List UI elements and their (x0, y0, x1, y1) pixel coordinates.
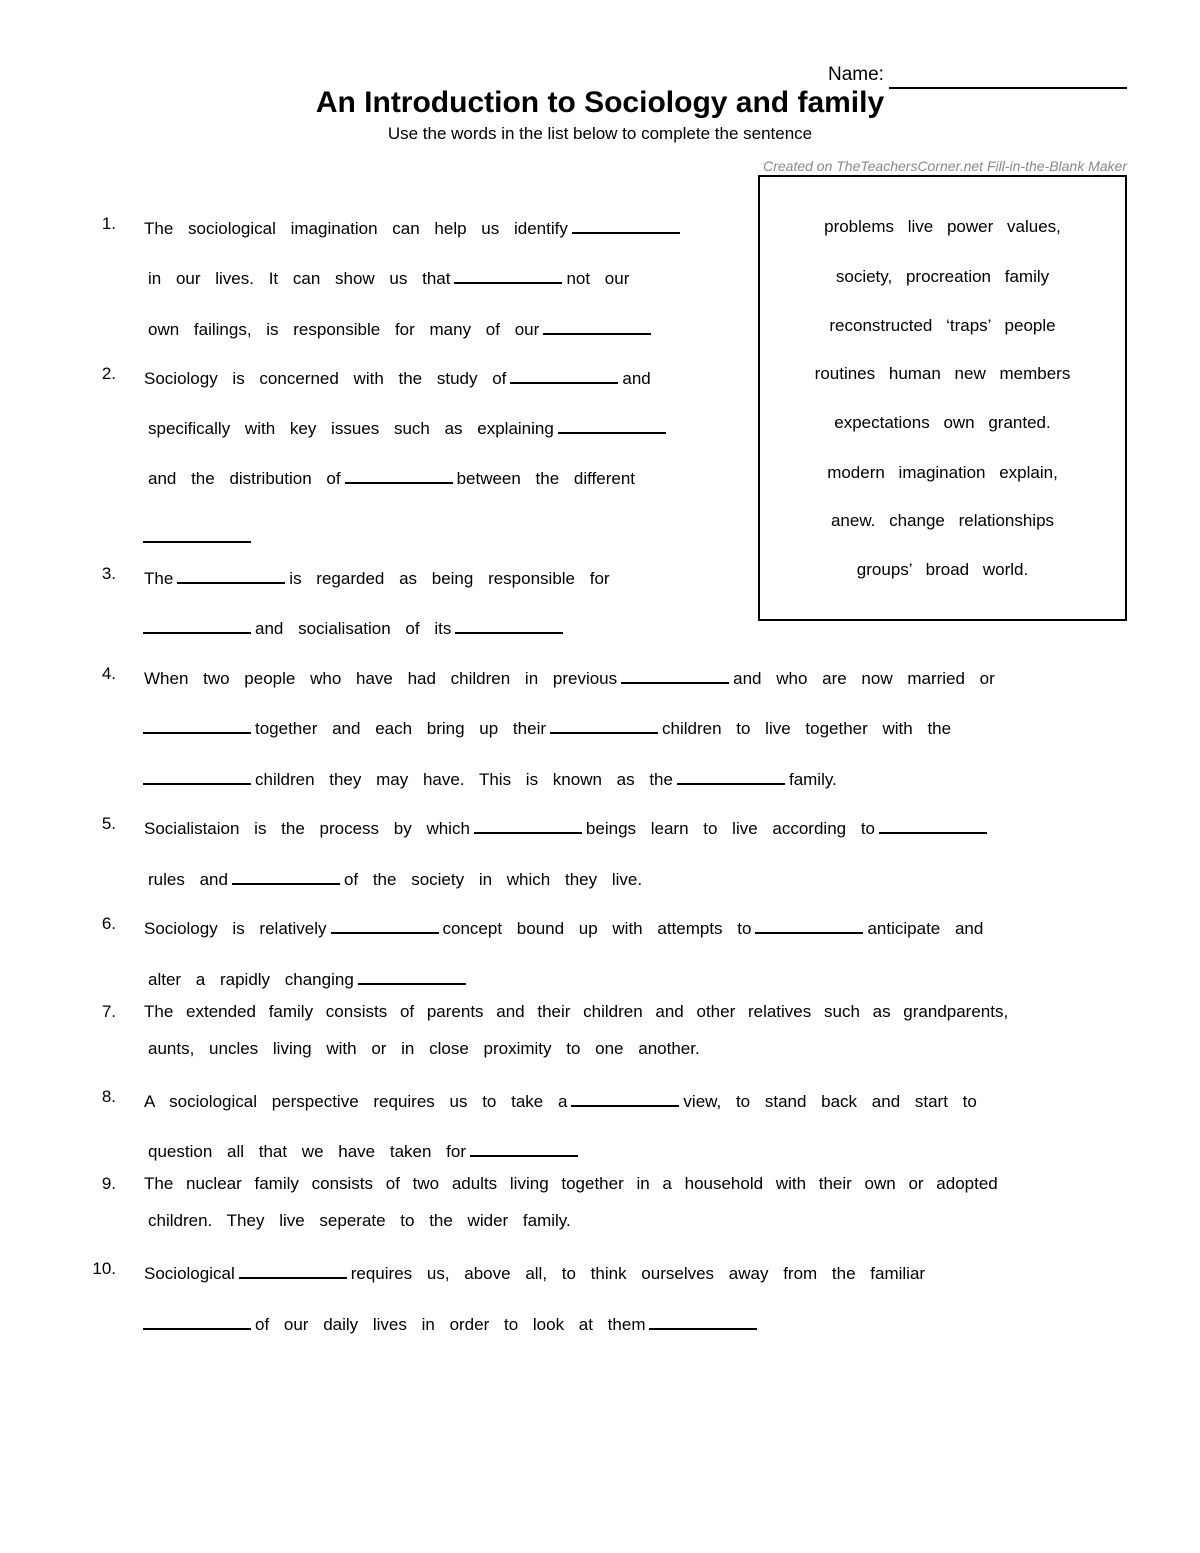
answer-blank[interactable] (543, 315, 651, 335)
answer-blank[interactable] (345, 464, 453, 484)
question-line: When two people who have had children in previous and who are now married or (144, 664, 995, 689)
answer-blank[interactable] (455, 614, 563, 634)
answer-blank[interactable] (677, 765, 785, 785)
answer-blank[interactable] (232, 865, 340, 885)
answer-blank[interactable] (358, 965, 466, 985)
name-label: Name: (828, 64, 884, 85)
answer-blank[interactable] (474, 814, 582, 834)
word-bank-line: groups’ broad world. (856, 560, 1029, 579)
word-bank-line: problems live power values, (824, 217, 1061, 236)
answer-blank[interactable] (572, 214, 680, 234)
question-line: specifically with key issues such as explaining (148, 414, 670, 439)
answer-blank[interactable] (454, 264, 562, 284)
question-number: 2. (101, 364, 116, 383)
question-line: Sociology is relatively concept bound up with attempts to anticipate and (144, 914, 983, 939)
question-line: question all that we have taken for (148, 1137, 582, 1162)
question-line: children they may have. This is known as the family. (139, 765, 837, 790)
worksheet-title: An Introduction to Sociology and family (315, 86, 885, 119)
question-number: 9. (101, 1174, 116, 1193)
question-line: The extended family consists of parents and their children and other relatives such as grandparents, (144, 1002, 1009, 1021)
answer-blank[interactable] (879, 814, 987, 834)
question-line: of our daily lives in order to look at them (139, 1310, 761, 1335)
question-line: Sociology is concerned with the study of and (144, 364, 651, 389)
answer-blank[interactable] (143, 765, 251, 785)
answer-blank[interactable] (239, 1259, 347, 1279)
question-line: together and each bring up their children to live together with the (139, 714, 951, 739)
question-number: 5. (101, 814, 116, 833)
question-line: rules and of the society in which they live. (148, 865, 642, 890)
question-line: Sociological requires us, above all, to think ourselves away from the familiar (144, 1259, 925, 1284)
question-line: in our lives. It can show us that not our (148, 264, 629, 289)
question-line: and socialisation of its (139, 614, 567, 639)
word-bank-line: society, procreation family (835, 267, 1050, 286)
question-number: 6. (101, 914, 116, 933)
credit-text: Created on TheTeachersCorner.net Fill-in-the-Blank Maker (763, 158, 1127, 174)
answer-blank[interactable] (558, 414, 666, 434)
question-number: 8. (101, 1087, 116, 1106)
question-line: alter a rapidly changing (148, 965, 470, 990)
question-line: aunts, uncles living with or in close proximity to one another. (148, 1039, 700, 1058)
answer-blank[interactable] (649, 1310, 757, 1330)
word-bank (758, 175, 1127, 621)
question-line: The sociological imagination can help us identify (144, 214, 684, 239)
question-line: children. They live seperate to the wider family. (148, 1211, 571, 1230)
word-bank-line: routines human new members (814, 364, 1071, 383)
answer-blank[interactable] (755, 914, 863, 934)
answer-blank[interactable] (550, 714, 658, 734)
question-number: 3. (101, 564, 116, 583)
answer-blank[interactable] (143, 1310, 251, 1330)
answer-blank[interactable] (143, 714, 251, 734)
word-bank-line: expectations own granted. (834, 413, 1051, 432)
answer-blank[interactable] (621, 664, 729, 684)
word-bank-line: reconstructed ‘traps’ people (829, 316, 1056, 335)
word-bank-line: modern imagination explain, (827, 463, 1058, 482)
answer-blank[interactable] (510, 364, 618, 384)
question-line: The is regarded as being responsible for (144, 564, 610, 589)
question-number: 1. (101, 214, 116, 233)
question-line: A sociological perspective requires us to take a view, to stand back and start to (144, 1087, 977, 1112)
word-bank-line: anew. change relationships (830, 511, 1055, 530)
question-number: 10. (92, 1259, 116, 1278)
answer-blank[interactable] (470, 1137, 578, 1157)
question-line: The nuclear family consists of two adults living together in a household with their own or adopted (144, 1174, 998, 1193)
question-number: 4. (101, 664, 116, 683)
answer-blank[interactable] (177, 564, 285, 584)
worksheet-instructions: Use the words in the list below to complete the sentence (387, 124, 813, 143)
question-line: Socialistaion is the process by which beings learn to live according to (144, 814, 991, 839)
answer-blank[interactable] (331, 914, 439, 934)
question-line: own failings, is responsible for many of our (148, 315, 655, 340)
question-line: and the distribution of between the different (148, 464, 635, 489)
answer-blank[interactable] (143, 614, 251, 634)
answer-blank[interactable] (571, 1087, 679, 1107)
answer-blank[interactable] (143, 523, 251, 543)
question-number: 7. (101, 1002, 116, 1021)
